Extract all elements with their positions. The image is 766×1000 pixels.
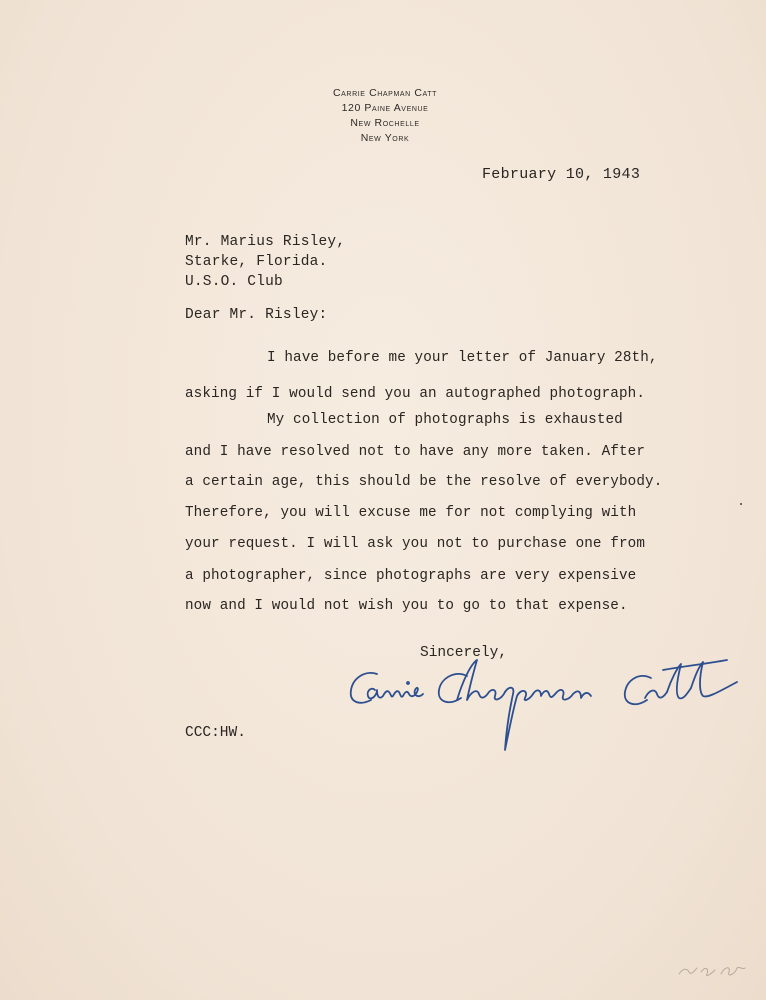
letterhead-street: 120 Paine Avenue <box>341 102 429 114</box>
recipient-line-2: Starke, Florida. <box>185 254 328 270</box>
letterhead-city: New Rochelle <box>350 117 420 129</box>
body-line: and I have resolved not to have any more taken. After <box>185 444 646 460</box>
letterhead-state: New York <box>360 132 410 144</box>
body-line: asking if I would send you an autographed photograph. <box>185 386 646 402</box>
body-line: My collection of photographs is exhausted <box>267 412 623 428</box>
body-line: a photographer, since photographs are very expensive <box>185 568 637 584</box>
body-line: now and I would not wish you to go to that expense. <box>185 598 628 614</box>
recipient-line-1: Mr. Marius Risley, <box>185 234 346 250</box>
body-line: a certain age, this should be the resolve of everybody. <box>185 474 663 490</box>
paper-speck <box>740 503 742 505</box>
letter-date: February 10, 1943 <box>482 166 641 183</box>
handwritten-signature <box>345 650 765 760</box>
pencil-notation <box>675 960 750 982</box>
letterhead <box>300 86 470 146</box>
closing: Sincerely, <box>420 645 508 661</box>
recipient-address <box>185 232 345 292</box>
body-line: Therefore, you will excuse me for not complying with <box>185 505 637 521</box>
typist-initials: CCC:HW. <box>185 725 246 741</box>
body-line: I have before me your letter of January 28th, <box>267 350 658 366</box>
recipient-line-3: U.S.O. Club <box>185 274 283 290</box>
body-line: your request. I will ask you not to purchase one from <box>185 536 646 552</box>
salutation: Dear Mr. Risley: <box>185 307 328 323</box>
letterhead-name: Carrie Chapman Catt <box>332 87 438 99</box>
